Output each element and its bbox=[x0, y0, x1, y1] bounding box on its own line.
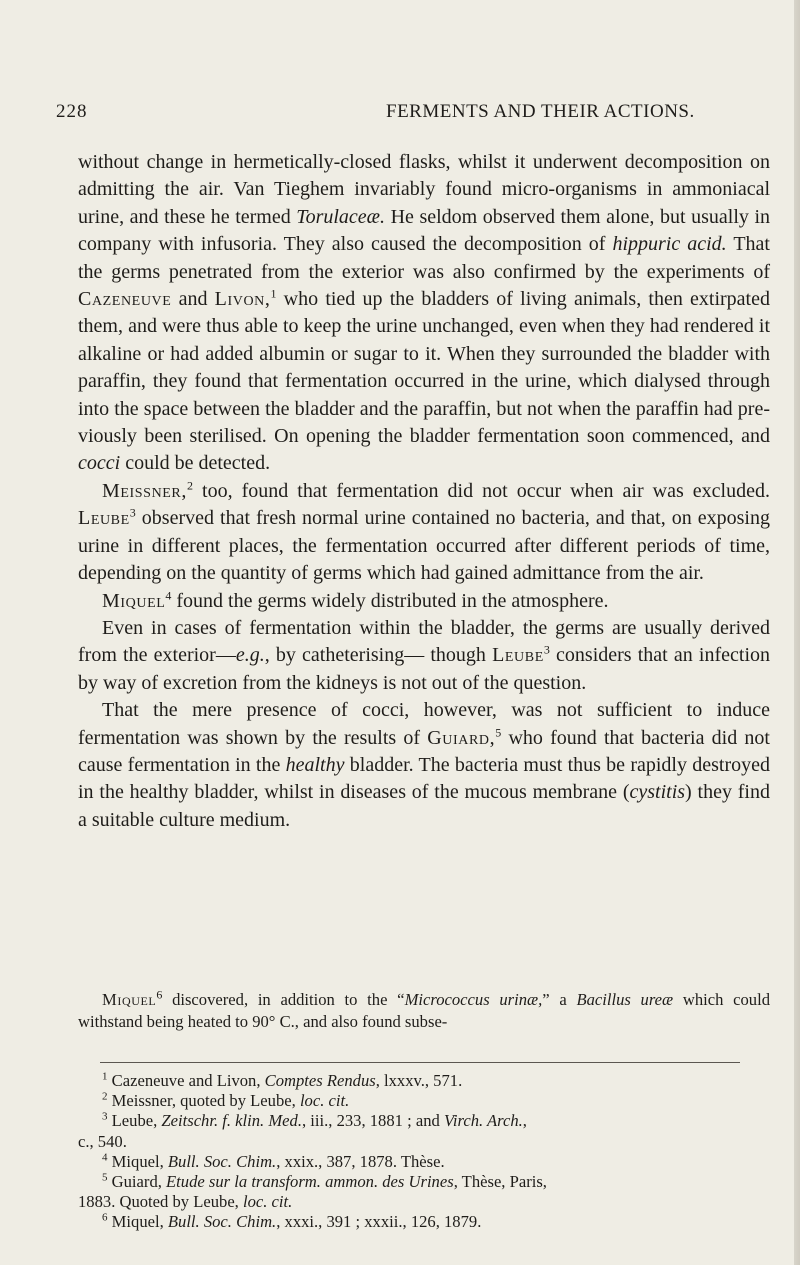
paragraph-6: Miquel$^6$ discovered, in addition to the “Micrococcus urinæ,” a Bacillus ureæ which could withstand being heated to 90° C., and also found subse- bbox=[78, 987, 770, 1031]
paragraph-2: Meissner,$^2$ too, found that fermentation did not occur when air was excluded. Leube$^3$ observed that fresh normal urine contained no bacteria, and that, on exposing urine in different places, the fermentation occurred after different periods of time, depending on the quantity of germs which had gained admittance from the air. bbox=[78, 478, 770, 585]
footnote-ref: 3 bbox=[129, 505, 136, 520]
footnote-5-continued: 1883. Quoted by Leube, loc. cit. bbox=[78, 1192, 293, 1212]
footnote-2: $^2$ Meissner, quoted by Leube, loc. cit. bbox=[102, 1090, 350, 1111]
footnote-ref: 3 bbox=[543, 642, 550, 657]
small-print-paragraph bbox=[78, 989, 770, 1033]
footnote-4: $^4$ Miquel, Bull. Soc. Chim., xxix., 387, 1878. Thèse. bbox=[102, 1151, 445, 1171]
running-title: FERMENTS AND THEIR ACTIONS. bbox=[386, 101, 695, 122]
footnote-ref: 4 bbox=[165, 587, 172, 602]
footnote-ref: 1 bbox=[270, 286, 277, 301]
footnotes bbox=[78, 1071, 770, 1233]
footnote-6: $^6$ Miquel, Bull. Soc. Chim., xxxi., 391 ; xxxii., 126, 1879. bbox=[102, 1211, 482, 1232]
paragraph-1: without change in hermetically-closed flasks, whilst it underwent decomposition on admitting the air. Van Tieghem invariably found micro-organisms in ammoniacal urine, and these he termed Torulaceæ. He seldom observed them alone, but usually in company with infusoria. They also caused the decomposition of hippuric acid. That the germs penetrated from the exterior was also confirmed by the experiments of Cazeneuve and Livon,$^1$ who tied up the bladders of living animals, then extirpated them, and were thus able to keep the urine unchanged, even when they had rendered it alkaline or had added albumin or sugar to it. When they surrounded the bladder with paraffin, they found that fermentation occurred in the urine, which dialysed through into the space between the bladder and the paraffin, but not when the paraffin had previously been sterilised. On opening the bladder fermentation soon commenced, and cocci could be detected. bbox=[78, 151, 770, 475]
paragraph-3: Miquel$^4$ found the germs widely distributed in the atmosphere. bbox=[102, 587, 609, 612]
footnote-divider bbox=[100, 1062, 740, 1063]
footnote-1: $^1$ Cazeneuve and Livon, Comptes Rendus, lxxxv., 571. bbox=[102, 1070, 463, 1090]
footnote-5: $^5$ Guiard, Etude sur la transform. ammon. des Urines, Thèse, Paris, bbox=[102, 1171, 547, 1192]
footnote-ref: 5 bbox=[495, 724, 502, 739]
footnote-ref: 6 bbox=[156, 987, 163, 1002]
paragraph-5: That the mere presence of cocci, however, was not sufficient to induce fermentation was shown by the results of Guiard,$^5$ who found that bacteria did not cause fermentation in the healthy bladder. The bacteria must thus be rapidly destroyed in the healthy bladder, whilst in diseases of the mucous membrane (cystitis) they find a suitable culture medium. bbox=[78, 699, 770, 831]
footnote-3: $^3$ Leube, Zeitschr. f. klin. Med., iii., 233, 1881 ; and Virch. Arch., bbox=[102, 1110, 527, 1131]
page-number: 228 bbox=[56, 101, 88, 122]
page-edge bbox=[794, 0, 800, 1265]
paragraph-4: Even in cases of fermentation within the bladder, the germs are usually derived from the exterior—e.g., by catheterising— though Leube$^3$ considers that an infection by way of excretion from the kidneys is not out of the question. bbox=[78, 616, 771, 694]
footnote-ref: 2 bbox=[186, 478, 193, 493]
footnote-3-continued: c., 540. bbox=[78, 1131, 127, 1151]
body-text bbox=[78, 149, 770, 834]
page-header bbox=[56, 101, 756, 131]
